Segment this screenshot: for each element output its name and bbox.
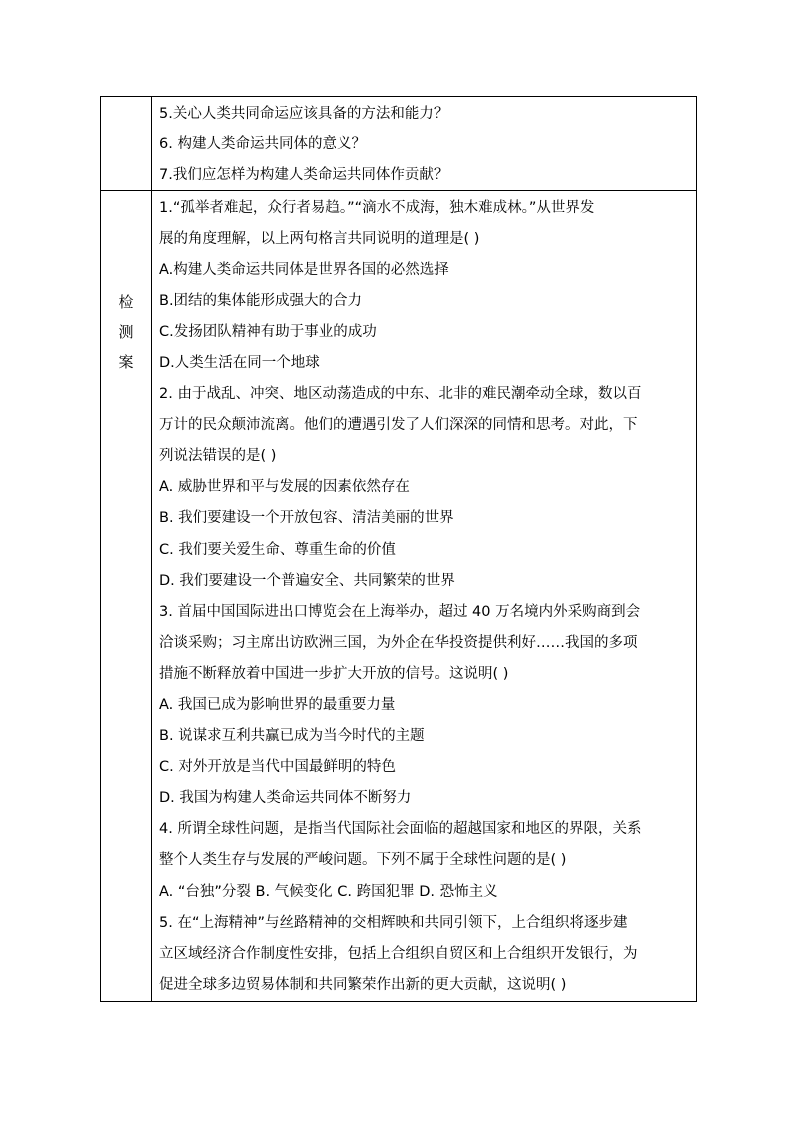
section-label-jiancean [101, 287, 151, 377]
column-divider [151, 97, 152, 1001]
worksheet-table [100, 96, 697, 1002]
row-divider [101, 190, 696, 191]
option-line: B. 我们要建设一个开放包容、清洁美丽的世界 [159, 510, 454, 526]
option-line: D. 我们要建设一个普遍安全、共同繁荣的世界 [159, 573, 455, 589]
option-line: D. 我国为构建人类命运共同体不断努力 [159, 790, 412, 806]
review-question-6: 6. 构建人类命运共同体的意义？ [159, 136, 366, 152]
option-line: C. 对外开放是当代中国最鲜明的特色 [159, 759, 396, 775]
question-line: 整个人类生存与发展的严峻问题。下列不属于全球性问题的是( ) [159, 852, 567, 868]
question-line: 展的角度理解，以上两句格言共同说明的道理是( ) [159, 231, 480, 247]
option-line: A. 我国已成为影响世界的最重要力量 [159, 697, 396, 713]
review-question-7: 7.我们应怎样为构建人类命运共同体作贡献？ [159, 167, 449, 183]
option-line: D.人类生活在同一个地球 [159, 355, 320, 371]
question-line: 2. 由于战乱、冲突、地区动荡造成的中东、北非的难民潮牵动全球，数以百 [159, 386, 642, 402]
question-line: 5. 在“上海精神”与丝路精神的交相辉映和共同引领下，上合组织将逐步建 [159, 915, 628, 931]
question-line: 4. 所谓全球性问题，是指当代国际社会面临的超越国家和地区的界限，关系 [159, 821, 642, 837]
label-char: 案 [118, 353, 134, 371]
label-char: 测 [118, 323, 134, 341]
option-line: B.团结的集体能形成强大的合力 [159, 293, 363, 309]
option-line: A. 威胁世界和平与发展的因素依然存在 [159, 479, 410, 495]
question-line: 列说法错误的是( ) [159, 448, 277, 464]
question-line: 立区域经济合作制度性安排，包括上合组织自贸区和上合组织开发银行，为 [159, 946, 638, 962]
question-line: 洽谈采购；习主席出访欧洲三国，为外企在华投资提供利好……我国的多项 [159, 635, 638, 651]
question-line: 措施不断释放着中国进一步扩大开放的信号。这说明( ) [159, 666, 509, 682]
label-char: 检 [118, 293, 134, 311]
option-line: C. 我们要关爱生命、尊重生命的价值 [159, 542, 396, 558]
question-line: 促进全球多边贸易体制和共同繁荣作出新的更大贡献，这说明( ) [159, 977, 567, 993]
question-line: 万计的民众颠沛流离。他们的遭遇引发了人们深深的同情和思考。对此，下 [159, 417, 638, 433]
option-line: A.构建人类命运共同体是世界各国的必然选择 [159, 262, 449, 278]
option-line: A. “台独”分裂 B. 气候变化 C. 跨国犯罪 D. 恐怖主义 [159, 884, 498, 900]
option-line: B. 说谋求互利共赢已成为当今时代的主题 [159, 728, 425, 744]
review-question-5: 5.关心人类共同命运应该具备的方法和能力？ [159, 106, 449, 122]
question-line: 1.“孤举者难起，众行者易趋。”“滴水不成海，独木难成林。”从世界发 [159, 200, 595, 216]
option-line: C.发扬团队精神有助于事业的成功 [159, 324, 377, 340]
question-line: 3. 首届中国国际进出口博览会在上海举办，超过 40 万名境内外采购商到会 [159, 604, 641, 620]
